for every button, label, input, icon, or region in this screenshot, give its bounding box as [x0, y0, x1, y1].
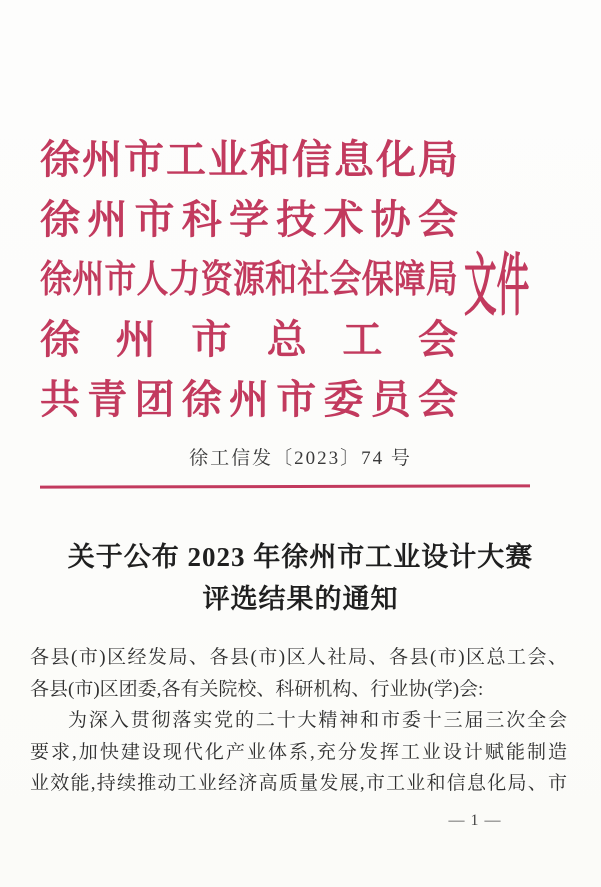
document-reference-number: 徐工信发〔2023〕74 号 [189, 448, 412, 469]
document-title-line-2: 评选结果的通知 [202, 584, 399, 614]
letterhead-org-block [40, 130, 458, 430]
document-title [0, 536, 601, 620]
paragraph-line-3: 业效能,持续推动工业经济高质量发展,市工业和信息化局、市 [30, 773, 567, 794]
page-number: — 1 — [448, 812, 502, 829]
org-line-3: 徐州市人力资源和社会保障局 [40, 259, 458, 301]
org-line-1: 徐州市工业和信息化局 [40, 137, 458, 182]
document-mark-wenjian: 文件 [464, 248, 530, 324]
document-body [30, 642, 567, 800]
paragraph-line-1: 为深入贯彻落实党的二十大精神和市委十三届三次全会 [68, 710, 567, 731]
org-line-2: 徐州市科学技术协会 [40, 197, 458, 242]
org-line-4: 徐州市总工会 [40, 317, 458, 362]
paragraph-line-2: 要求,加快建设现代化产业体系,充分发挥工业设计赋能制造 [30, 741, 567, 763]
red-divider-line [40, 484, 530, 488]
org-line-5: 共青团徐州市委员会 [40, 377, 458, 422]
salutation-line-2: 各县(市)区团委,各有关院校、科研机构、行业协(学)会: [30, 678, 484, 700]
document-title-line-1: 关于公布 2023 年徐州市工业设计大赛 [67, 542, 534, 572]
salutation-line-1: 各县(市)区经发局、各县(市)区人社局、各县(市)区总工会、 [30, 647, 567, 668]
